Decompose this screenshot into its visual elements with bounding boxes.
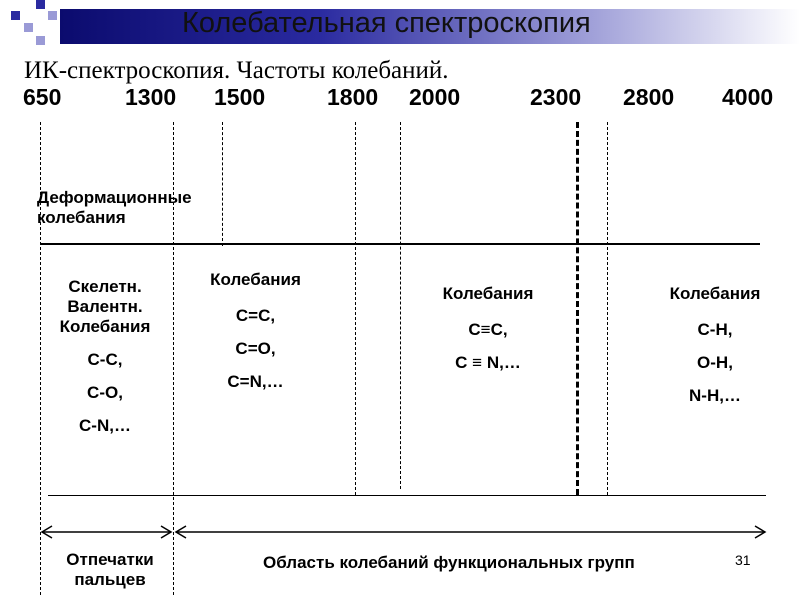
slide-title: Колебательная спектроскопия	[182, 7, 591, 39]
block-line: C=O,	[235, 339, 276, 358]
decor-square	[36, 0, 45, 9]
deformation-label	[37, 188, 192, 228]
freq-label-2300: 2300	[530, 84, 582, 110]
triple-bond-block	[425, 284, 551, 373]
region-label-line: Отпечатки	[66, 550, 154, 569]
freq-label-2800: 2800	[623, 84, 675, 110]
block-line: C-O,	[87, 383, 123, 402]
block-line: C ≡ N,…	[455, 353, 521, 372]
block-line: O-H,	[697, 353, 733, 372]
deformation-label-line: колебания	[37, 208, 126, 227]
double-bond-block	[193, 270, 318, 392]
block-line: Колебания	[669, 284, 761, 303]
block-line: C≡C,	[468, 320, 508, 339]
boundary-1500	[222, 122, 223, 246]
block-line: Колебания	[210, 270, 301, 289]
decor-square	[24, 23, 33, 32]
freq-label-650: 650	[23, 84, 62, 110]
boundary-1800	[355, 122, 356, 495]
freq-label-1300: 1300	[125, 84, 177, 110]
boundary-2800	[607, 122, 608, 495]
functional-groups-arrow	[176, 526, 765, 538]
page-number: 31	[735, 552, 751, 568]
boundary-2300	[576, 122, 579, 495]
x-h-bond-block	[652, 284, 778, 406]
slide-subtitle: ИК-спектроскопия. Частоты колебаний.	[24, 57, 449, 84]
block-line: C=N,…	[227, 372, 284, 391]
region-label-line: пальцев	[74, 570, 146, 589]
region-arrows	[0, 520, 800, 550]
functional-groups-region-label: Область колебаний функциональных групп	[263, 553, 635, 572]
block-line: Скелетн.	[68, 277, 142, 296]
boundary-2000	[400, 122, 401, 489]
block-line: Колебания	[59, 317, 151, 336]
block-line: C-N,…	[79, 416, 131, 435]
deformation-divider	[40, 243, 760, 245]
fingerprint-region-label	[50, 550, 170, 590]
block-line: C-C,	[87, 350, 123, 369]
decor-square	[48, 11, 57, 20]
freq-label-1500: 1500	[214, 84, 266, 110]
decor-square	[11, 11, 20, 20]
block-line: N-H,…	[689, 386, 741, 405]
block-line: C-H,	[697, 320, 733, 339]
freq-label-1800: 1800	[327, 84, 379, 110]
skeletal-vibrations-block	[44, 277, 166, 436]
block-line: Колебания	[442, 284, 534, 303]
freq-label-2000: 2000	[409, 84, 461, 110]
fingerprint-arrow	[42, 526, 171, 538]
deformation-label-line: Деформационные	[37, 188, 192, 207]
decor-square	[36, 36, 45, 45]
block-line: C=C,	[235, 306, 276, 325]
block-line: Валентн.	[67, 297, 143, 316]
freq-label-4000: 4000	[722, 84, 774, 110]
bottom-divider	[48, 495, 766, 496]
